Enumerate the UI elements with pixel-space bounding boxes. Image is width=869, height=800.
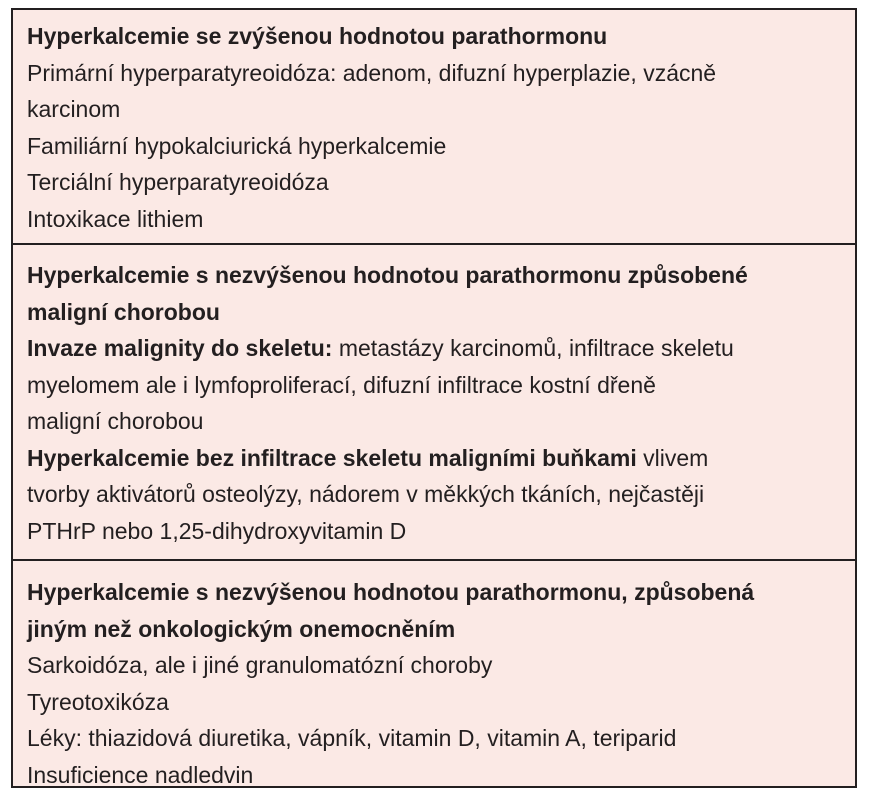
list-item: Tyreotoxikóza	[27, 688, 169, 715]
list-item	[27, 440, 841, 477]
list-item: maligní chorobou	[27, 408, 204, 434]
list-item: Intoxikace lithiem	[27, 205, 204, 232]
section-heading: Hyperkalcemie se zvýšenou hodnotou parathormonu	[27, 23, 608, 49]
section-pth-elevated	[13, 10, 855, 245]
list-item	[27, 330, 841, 367]
list-item: Familiární hypokalciurická hyperkalcemie	[27, 132, 447, 159]
list-item: PTHrP nebo 1,25-dihydroxyvitamin D	[27, 517, 407, 544]
list-item: Insuficience nadledvin	[27, 761, 254, 788]
list-item: Primární hyperparatyreoidóza: adenom, difuzní hyperplazie, vzácně	[27, 59, 717, 86]
section-heading: Hyperkalcemie s nezvýšenou hodnotou parathormonu, způsobená	[27, 579, 755, 605]
list-item: tvorby aktivátorů osteolýzy, nádorem v měkkých tkáních, nejčastěji	[27, 481, 705, 507]
item-text: metastázy karcinomů, infiltrace skeletu	[332, 335, 734, 361]
item-bold-term: Invaze malignity do skeletu:	[27, 335, 333, 361]
section-heading: jiným než onkologickým onemocněním	[27, 615, 456, 642]
section-divider	[13, 559, 855, 561]
section-malignancy	[13, 245, 855, 562]
list-item: Sarkoidóza, ale i jiné granulomatózní choroby	[27, 652, 493, 678]
section-heading: maligní chorobou	[27, 298, 220, 325]
hypercalcemia-table	[11, 8, 857, 788]
item-bold-term: Hyperkalcemie bez infiltrace skeletu maligními buňkami	[27, 444, 637, 471]
list-item: karcinom	[27, 96, 121, 122]
section-non-oncologic	[13, 562, 855, 788]
list-item: Léky: thiazidová diuretika, vápník, vitamin D, vitamin A, teriparid	[27, 725, 677, 751]
list-item: Terciální hyperparatyreoidóza	[27, 169, 329, 195]
item-text: vlivem	[636, 444, 709, 471]
section-heading: Hyperkalcemie s nezvýšenou hodnotou parathormonu způsobené	[27, 262, 748, 288]
list-item: myelomem ale i lymfoproliferací, difuzní infiltrace kostní dřeně	[27, 371, 656, 398]
